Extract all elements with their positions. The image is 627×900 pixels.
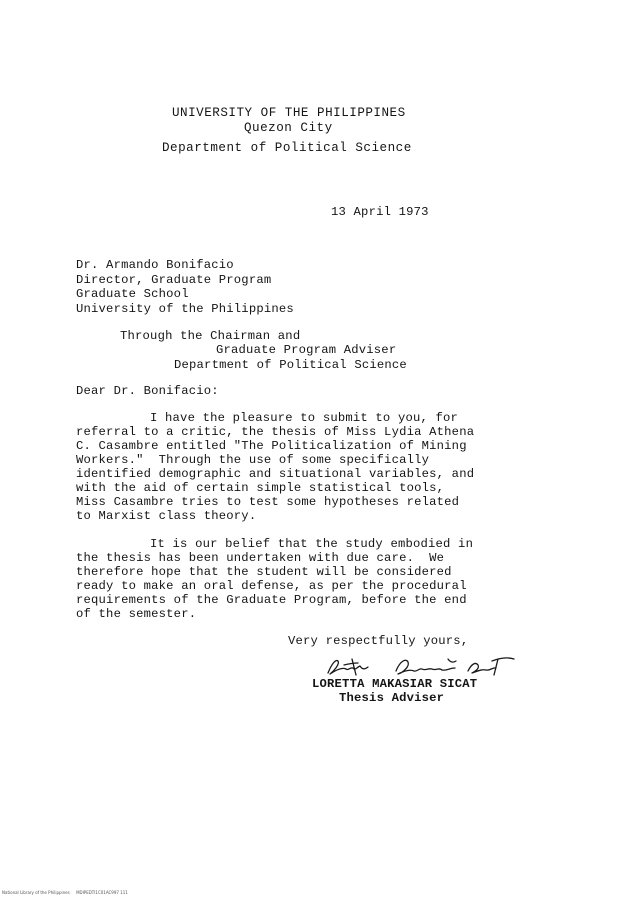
recipient-title: Director, Graduate Program <box>76 273 272 287</box>
signatory-name: LORETTA MAKASIAR SICAT <box>312 677 478 691</box>
through-line-1: Through the Chairman and <box>120 329 301 343</box>
through-line-3: Department of Political Science <box>174 358 407 372</box>
salutation: Dear Dr. Bonifacio: <box>76 384 219 398</box>
closing: Very respectfully yours, <box>288 634 469 648</box>
recipient-university: University of the Philippines <box>76 302 294 316</box>
paragraph-line: requirements of the Graduate Program, before the end <box>76 593 467 607</box>
letterhead-department: Department of Political Science <box>162 141 412 155</box>
paragraph-line: ready to make an oral defense, as per the procedural <box>76 579 467 593</box>
recipient-unit: Graduate School <box>76 287 189 301</box>
scan-footer: National Library of the Philippines MDIPEDTI1C01AC997 111 <box>2 890 128 895</box>
paragraph-line: referral to a critic, the thesis of Miss Lydia Athena <box>76 425 475 439</box>
paragraph-line: I have the pleasure to submit to you, for <box>150 411 459 425</box>
paragraph-line: C. Casambre entitled "The Politicalization of Mining <box>76 439 467 453</box>
paragraph-line: Workers." Through the use of some specifically <box>76 453 430 467</box>
recipient-name: Dr. Armando Bonifacio <box>76 258 234 272</box>
signatory-role: Thesis Adviser <box>339 691 445 705</box>
paragraph-line: Miss Casambre tries to test some hypotheses related <box>76 495 460 509</box>
paragraph-line: It is our belief that the study embodied in <box>150 537 474 551</box>
paragraph-line: of the semester. <box>76 607 197 621</box>
paragraph-line: to Marxist class theory. <box>76 509 257 523</box>
letterhead-institution: UNIVERSITY OF THE PHILIPPINES <box>172 106 406 120</box>
paragraph-line: the thesis has been undertaken with due care. We <box>76 551 445 565</box>
through-line-2: Graduate Program Adviser <box>216 343 397 357</box>
letter-date: 13 April 1973 <box>331 205 429 219</box>
letterhead-city: Quezon City <box>244 121 333 135</box>
paragraph-line: therefore hope that the student will be considered <box>76 565 452 579</box>
paragraph-line: identified demographic and situational variables, and <box>76 467 475 481</box>
paragraph-line: with the aid of certain simple statistical tools, <box>76 481 445 495</box>
